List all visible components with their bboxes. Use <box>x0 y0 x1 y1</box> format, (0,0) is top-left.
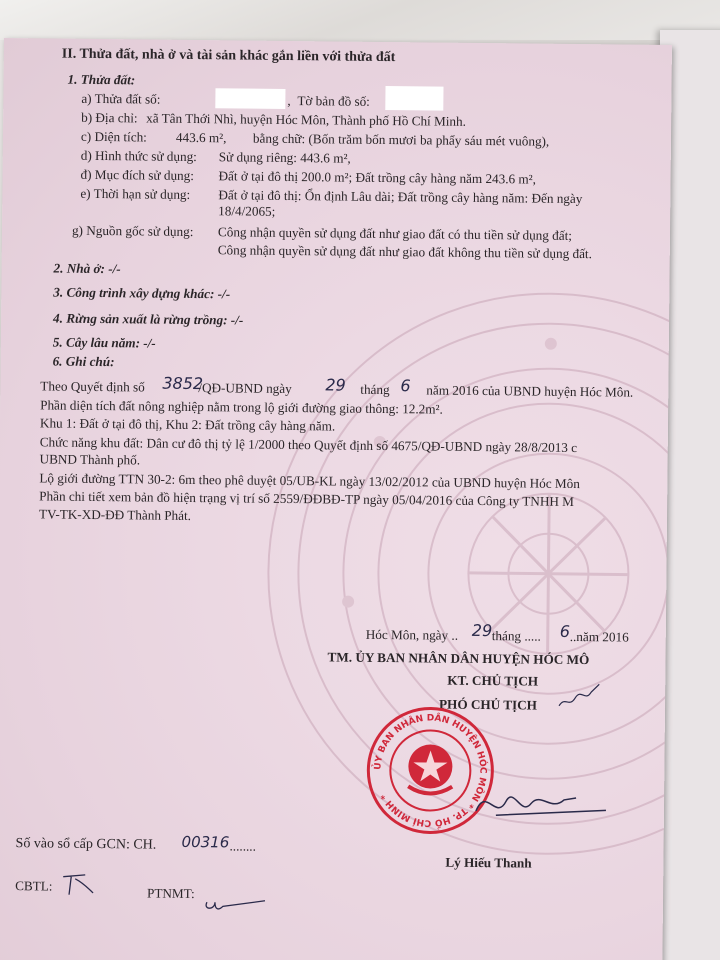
note-line-7: Phần chi tiết xem bản đồ hiện trạng vị trí số 2559/ĐĐBĐ-TP ngày 05/04/2016 của Công ty TNHH M <box>39 488 575 509</box>
parcel-separator: , <box>287 92 291 109</box>
handwritten-signing-day: 29 <box>471 620 493 641</box>
ptnmt-initials <box>201 888 271 915</box>
redacted-map-sheet-number <box>385 86 443 111</box>
usage-term-value-1: Đất ở tại đô thị: Ổn định Lâu dài; Đất trồng cây hàng năm: Đến ngày <box>218 187 583 207</box>
usage-form-value: Sử dụng riêng: 443.6 m², <box>218 149 351 166</box>
note-line-6: Lộ giới đường TTN 30-2: 6m theo phê duyệt 05/UB-KL ngày 13/02/2012 của UBND huyện Hóc Môn <box>39 470 580 492</box>
ptnmt-label: PTNMT: <box>146 885 195 902</box>
notes-heading: 6. Ghi chú: <box>52 353 115 370</box>
marble-background <box>0 0 720 40</box>
signer-name: Lý Hiếu Thanh <box>445 854 532 871</box>
signing-place-date-b: tháng ..... <box>491 628 541 644</box>
origin-value-2: Công nhận quyền sử dụng đất như giao đất không thu tiền sử dụng đất. <box>217 242 593 262</box>
redacted-parcel-number <box>215 88 285 109</box>
usage-purpose-value: Đất ở tại đô thị 200.0 m²; Đất trồng cây hàng năm 243.6 m², <box>218 168 537 187</box>
area-in-words: bằng chữ: (Bốn trăm bốn mươi ba phẩy sáu mét vuông), <box>252 130 550 149</box>
signer-role-1: KT. CHỦ TỊCH <box>447 672 539 689</box>
note-decision-month-word: tháng <box>360 381 390 398</box>
usage-term-label: e) Thời hạn sử dụng: <box>80 185 191 202</box>
house-item: 2. Nhà ở: -/- <box>53 260 121 277</box>
note-line-3: Khu 1: Đất ở tại đô thị, Khu 2: Đất trồng cây hàng năm. <box>39 415 336 434</box>
note-line-4: Chức năng khu đất: Dân cư đô thị tỷ lệ 1/2000 theo Quyết định số 4675/QĐ-UBND ngày 28/8/2013 c <box>39 434 578 456</box>
usage-form-label: d) Hình thức sử dụng: <box>80 147 197 165</box>
area-label: c) Diện tích: <box>80 128 147 145</box>
area-value: 443.6 m², <box>175 129 227 146</box>
handwritten-decision-number: 3852 <box>162 373 204 394</box>
note-line-8: TV-TK-XD-ĐĐ Thành Phát. <box>38 506 192 523</box>
svg-text:ỦY BAN NHÂN DÂN HUYỆN HÓC MÔN: ỦY BAN NHÂN DÂN HUYỆN HÓC MÔN * TP. HỒ CHÍ MINH * <box>373 713 488 828</box>
address-label: b) Địa chỉ: <box>81 109 138 126</box>
note-line-2: Phần diện tích đất nông nghiệp nằm trong lộ giới đường giao thông: 12.2m². <box>40 397 443 417</box>
origin-value-1: Công nhận quyền sử dụng đất như giao đất có thu tiền sử dụng đất; <box>217 224 573 243</box>
planted-forest-item: 4. Rừng sản xuất là rừng trồng: -/- <box>52 310 244 328</box>
issuing-organization: TM. ỦY BAN NHÂN DÂN HUYỆN HÓC MÔ <box>327 649 590 668</box>
cbtl-label: CBTL: <box>15 878 53 894</box>
note-line-5: UBND Thành phố. <box>39 451 141 468</box>
handwritten-decision-day: 29 <box>325 375 346 395</box>
register-number-label: Số vào sổ cấp GCN: CH. <box>15 836 157 853</box>
register-dots: ........ <box>229 838 257 854</box>
other-construction-item: 3. Công trình xây dựng khác: -/- <box>53 284 231 302</box>
note-decision-middle: /QĐ-UBND ngày <box>198 380 292 397</box>
note-decision-suffix: năm 2016 của UBND huyện Hóc Môn. <box>426 382 634 400</box>
land-certificate-page <box>0 38 672 960</box>
signing-place-date-a: Hóc Môn, ngày .. <box>365 626 459 643</box>
usage-term-value-2: 18/4/2065; <box>218 203 276 219</box>
handwritten-signing-month: 6 <box>559 621 571 641</box>
usage-purpose-label: đ) Mục đích sử dụng: <box>80 166 195 183</box>
initial-scribble <box>555 676 605 717</box>
signer-role-2: PHÓ CHỦ TỊCH <box>438 696 538 713</box>
origin-label: g) Nguồn gốc sử dụng: <box>71 222 194 239</box>
parcel-number-label: a) Thửa đất số: <box>81 90 161 107</box>
note-decision-prefix: Theo Quyết định số <box>40 378 145 395</box>
address-value: xã Tân Thới Nhì, huyện Hóc Môn, Thành phố Hồ Chí Minh. <box>146 110 467 129</box>
signing-place-date-c: ..năm 2016 <box>569 628 629 645</box>
signature-scribble <box>466 781 616 823</box>
handwritten-register-number: 00316 <box>181 832 230 852</box>
map-sheet-label: Tờ bản đồ số: <box>297 93 370 109</box>
section-title: II. Thửa đất, nhà ở và tài sản khác gắn liền với thửa đất <box>61 46 396 66</box>
cbtl-initials <box>59 871 99 899</box>
land-heading: 1. Thửa đất: <box>67 71 136 88</box>
perennial-tree-item: 5. Cây lâu năm: -/- <box>52 334 156 351</box>
handwritten-decision-month: 6 <box>400 376 411 396</box>
